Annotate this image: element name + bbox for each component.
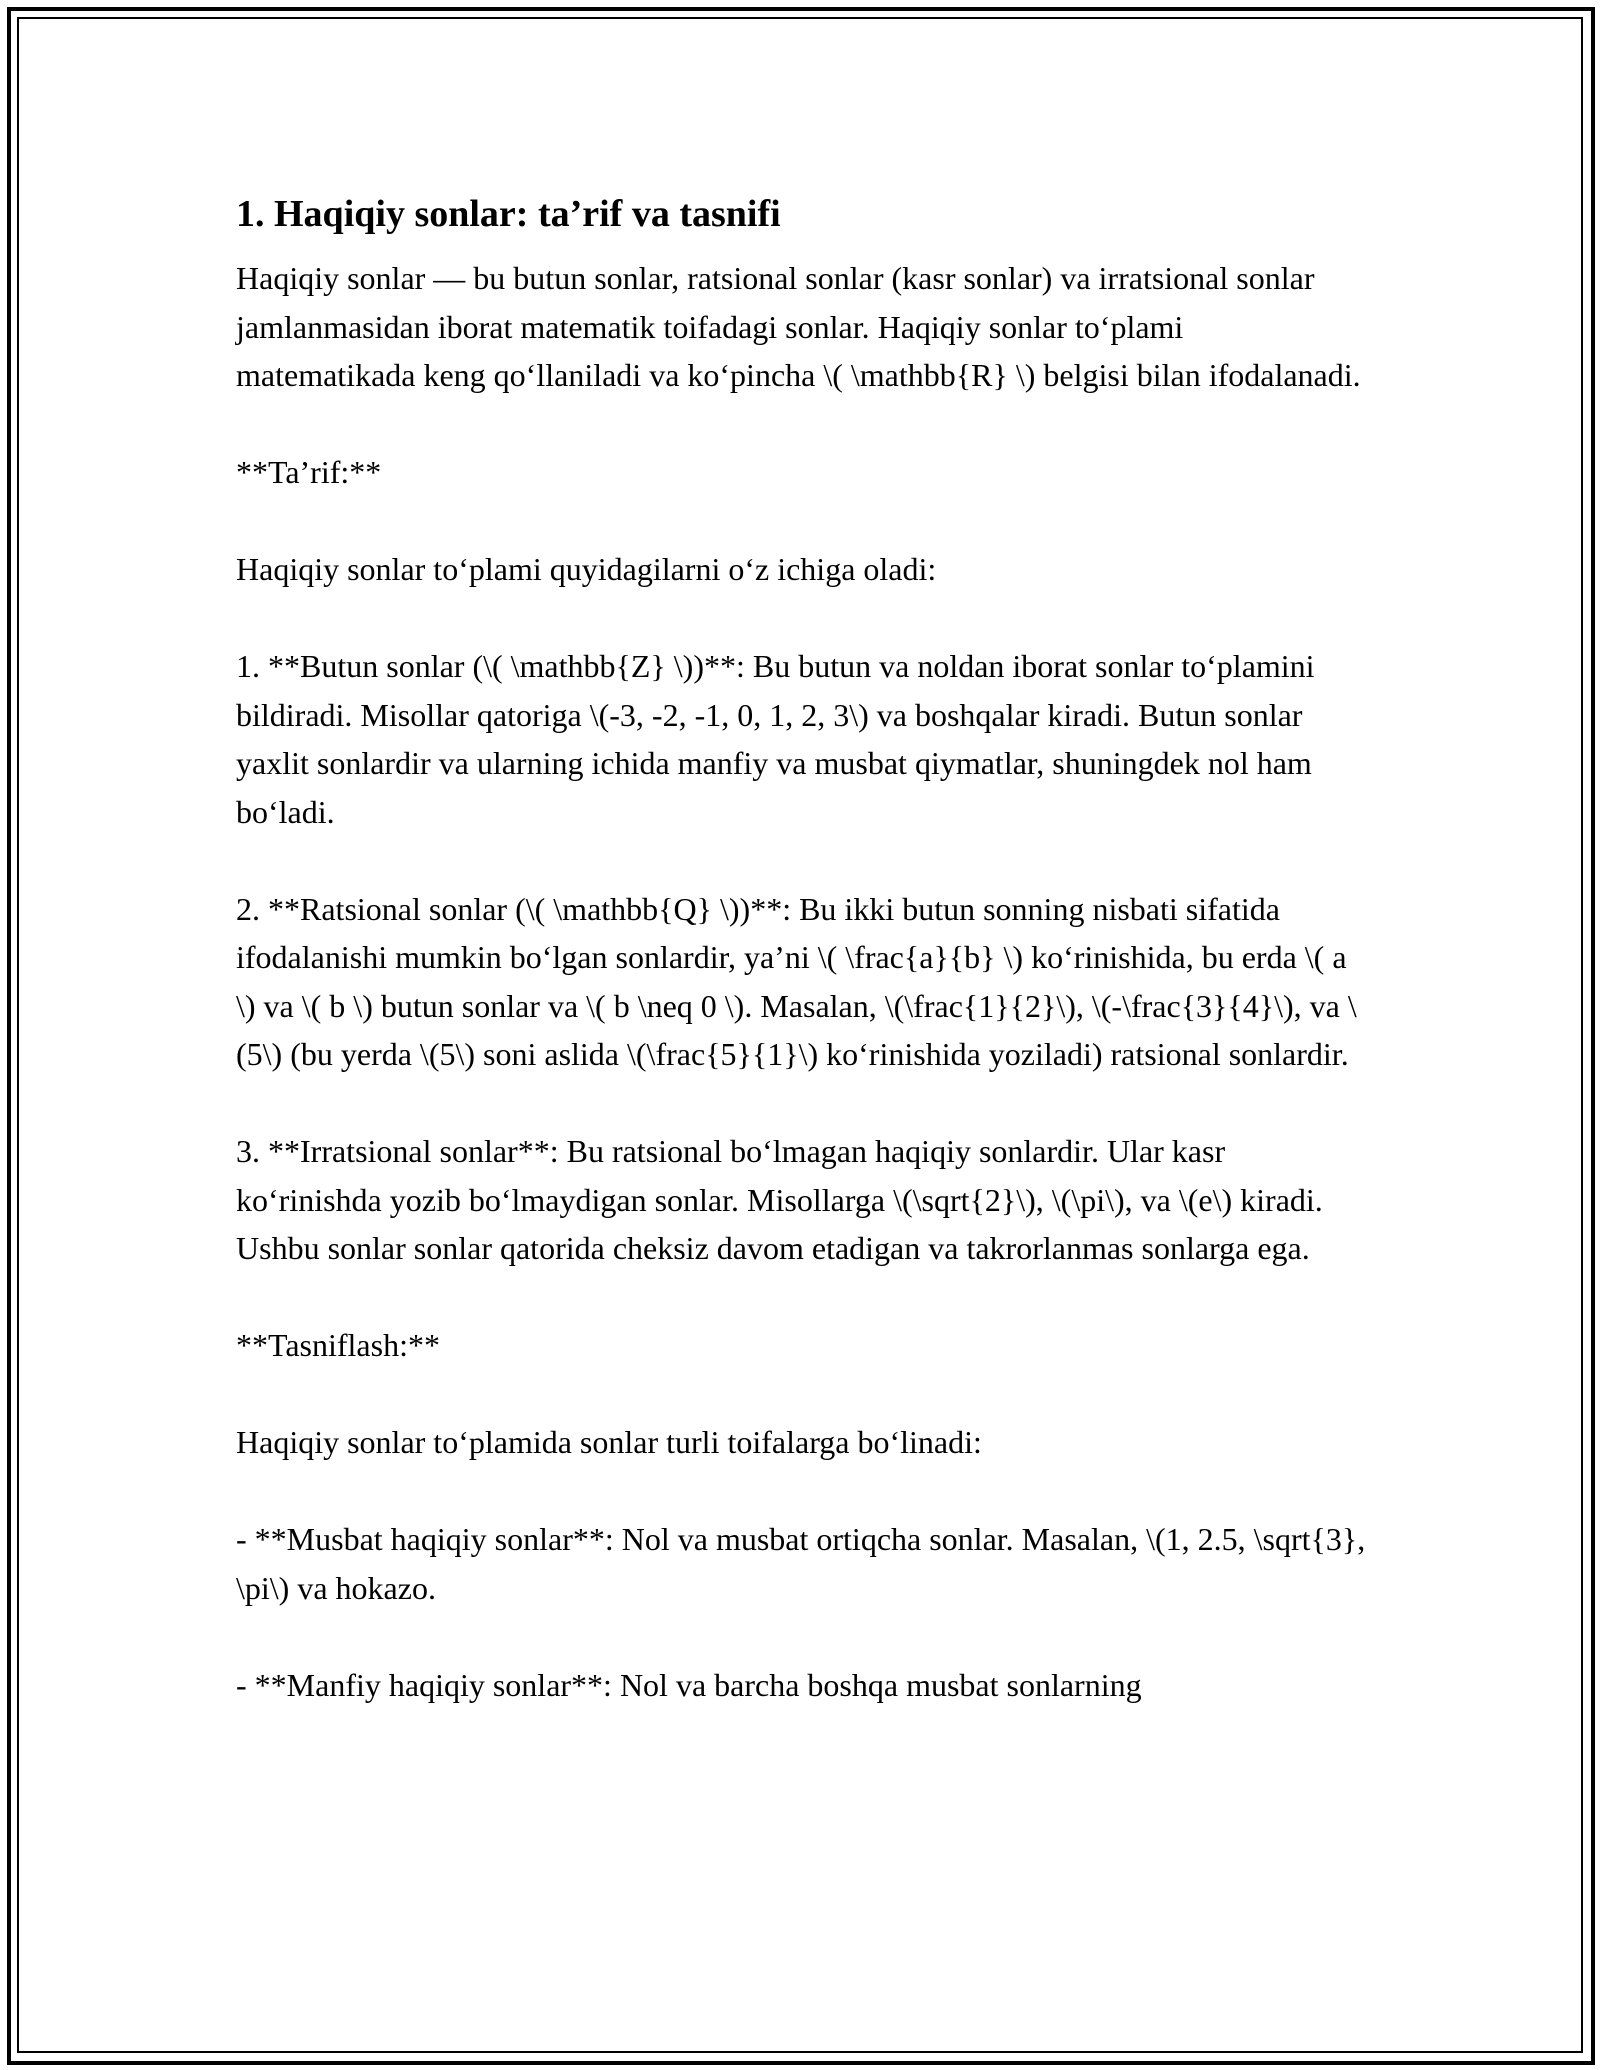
bullet-positive-reals: - **Musbat haqiqiy sonlar**: Nol va musbat ortiqcha sonlar. Masalan, \(1, 2.5, \sqrt{3}, \pi\) va hokazo.	[236, 1521, 1366, 1606]
section-heading: 1. Haqiqiy sonlar: ta’rif va tasnifi	[236, 193, 781, 235]
classification-intro: Haqiqiy sonlar to‘plamida sonlar turli toifalarga bo‘linadi:	[236, 1424, 982, 1460]
intro-paragraph: Haqiqiy sonlar — bu butun sonlar, ratsional sonlar (kasr sonlar) va irratsional sonlar jamlanmasidan iborat matematik toifadagi sonlar. Haqiqiy sonlar to‘plami matematikada keng qo‘llaniladi va ko‘pincha \( \mathbb{R} \) belgisi bilan ifodalanadi.	[236, 260, 1361, 393]
document-body	[236, 188, 1366, 1758]
list-item-integers: 1. **Butun sonlar (\( \mathbb{Z} \))**: Bu butun va noldan iborat sonlar to‘plamini bildiradi. Misollar qatoriga \(-3, -2, -1, 0, 1, 2, 3\) va boshqalar kiradi. Butun sonlar yaxlit sonlardir va ularning ichida manfiy va musbat qiymatlar, shuningdek nol ham bo‘ladi.	[236, 648, 1315, 830]
list-item-rationals: 2. **Ratsional sonlar (\( \mathbb{Q} \))**: Bu ikki butun sonning nisbati sifatida ifodalanishi mumkin bo‘lgan sonlardir, ya’ni \( \frac{a}{b} \) ko‘rinishida, bu erda \( a \) va \( b \) butun sonlar va \( b \neq 0 \). Masalan, \(\frac{1}{2}\), \(-\frac{3}{4}\), va \(5\) (bu yerda \(5\) soni aslida \(\frac{5}{1}\) ko‘rinishida yoziladi) ratsional sonlardir.	[236, 890, 1357, 1072]
definition-label: **Ta’rif:**	[236, 454, 382, 490]
bullet-negative-reals: - **Manfiy haqiqiy sonlar**: Nol va barcha boshqa musbat sonlarning	[236, 1666, 1142, 1703]
classification-label: **Tasniflash:**	[236, 1327, 440, 1363]
list-item-irrationals: 3. **Irratsional sonlar**: Bu ratsional bo‘lmagan haqiqiy sonlardir. Ular kasr ko‘rinishda yozib bo‘lmaydigan sonlar. Misollarga \(\sqrt{2}\), \(\pi\), va \(e\) kiradi. Ushbu sonlar sonlar qatorida cheksiz davom etadigan va takrorlanmas sonlarga ega.	[236, 1133, 1323, 1266]
definition-intro: Haqiqiy sonlar to‘plami quyidagilarni o‘z ichiga oladi:	[236, 551, 937, 587]
